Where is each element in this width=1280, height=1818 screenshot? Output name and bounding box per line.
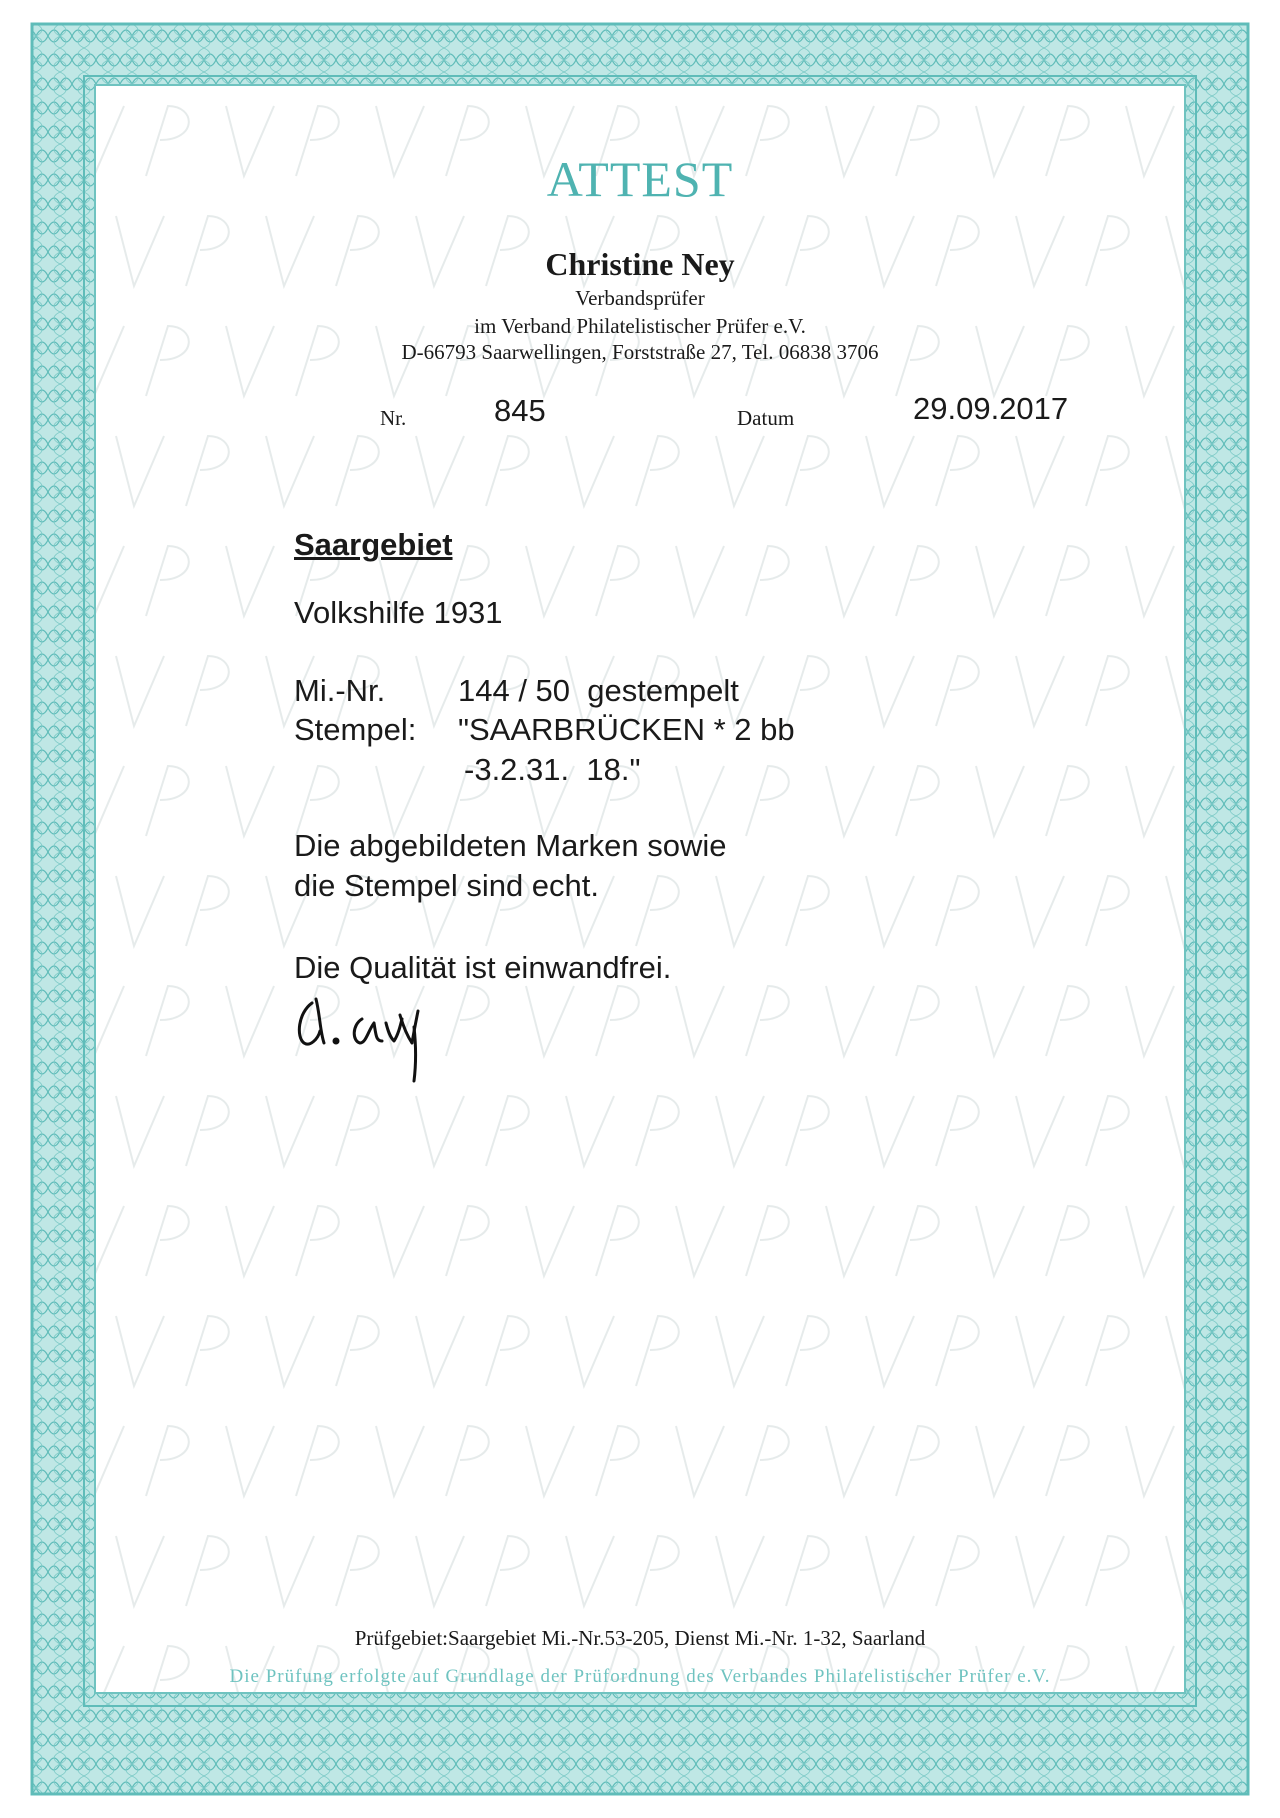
- watermark-mark: [866, 1096, 979, 1166]
- watermark-mark: [976, 1426, 1089, 1496]
- handwritten-signature: [290, 985, 470, 1085]
- watermark-mark: [1166, 876, 1184, 946]
- watermark-mark: [416, 436, 529, 506]
- watermark-mark: [116, 1316, 229, 1386]
- watermark-mark: [826, 1206, 939, 1276]
- watermark-mark: [866, 436, 979, 506]
- watermark-mark: [866, 1536, 979, 1606]
- postmark-value-line1: "SAARBRÜCKEN * 2 bb: [458, 712, 795, 747]
- watermark-mark: [826, 546, 939, 616]
- watermark-mark: [526, 1206, 639, 1276]
- watermark-mark: [976, 766, 1089, 836]
- watermark-mark: [716, 1536, 829, 1606]
- watermark-mark: [416, 1096, 529, 1166]
- watermark-mark: [676, 1426, 789, 1496]
- watermark-mark: [676, 546, 789, 616]
- examiner-name: Christine Ney: [545, 246, 735, 282]
- watermark-mark: [826, 766, 939, 836]
- watermark-mark: [376, 1426, 489, 1496]
- watermark-mark: [566, 1316, 679, 1386]
- watermark-mark: [416, 1316, 529, 1386]
- watermark-mark: [866, 656, 979, 726]
- watermark-mark: [526, 546, 639, 616]
- watermark-mark: [716, 876, 829, 946]
- watermark-mark: [226, 766, 339, 836]
- catalog-number-label: Mi.-Nr.: [294, 673, 386, 708]
- watermark-mark: [826, 986, 939, 1056]
- watermark-mark: [96, 986, 189, 1056]
- watermark-mark: [866, 876, 979, 946]
- watermark-mark: [1126, 766, 1184, 836]
- watermark-mark: [1166, 1536, 1184, 1606]
- examination-basis: Die Prüfung erfolgte auf Grundlage der Prüfordnung des Verbandes Philatelistischer Prüfer e.V.: [229, 1666, 1051, 1687]
- watermark-mark: [266, 1096, 379, 1166]
- watermark-mark: [266, 1536, 379, 1606]
- watermark-mark: [96, 766, 189, 836]
- watermark-mark: [866, 1316, 979, 1386]
- watermark-mark: [566, 1536, 679, 1606]
- watermark-mark: [116, 876, 229, 946]
- watermark-mark: [566, 436, 679, 506]
- number-label: Nr.: [380, 406, 407, 430]
- watermark-mark: [116, 1536, 229, 1606]
- examination-scope: Prüfgebiet:Saargebiet Mi.-Nr.53-205, Dienst Mi.-Nr. 1-32, Saarland: [354, 1626, 926, 1650]
- watermark-mark: [1126, 986, 1184, 1056]
- watermark-mark: [1016, 1316, 1129, 1386]
- watermark-mark: [376, 1206, 489, 1276]
- watermark-mark: [1126, 546, 1184, 616]
- postmark-label: Stempel:: [294, 712, 417, 747]
- examiner-address: D-66793 Saarwellingen, Forststraße 27, Tel. 06838 3706: [401, 340, 879, 364]
- watermark-mark: [826, 1426, 939, 1496]
- watermark-mark: [96, 546, 189, 616]
- watermark-mark: [96, 1426, 189, 1496]
- watermark-mark: [116, 436, 229, 506]
- quality-statement: Die Qualität ist einwandfrei.: [294, 950, 672, 985]
- watermark-mark: [226, 1206, 339, 1276]
- watermark-mark: [976, 546, 1089, 616]
- watermark-mark: [96, 1206, 189, 1276]
- watermark-mark: [1166, 1096, 1184, 1166]
- number-value: 845: [494, 393, 546, 428]
- watermark-mark: [1166, 436, 1184, 506]
- country-heading: Saargebiet: [294, 527, 453, 562]
- watermark-mark: [1016, 656, 1129, 726]
- watermark-mark: [1126, 1426, 1184, 1496]
- watermark-mark: [526, 986, 639, 1056]
- date-label: Datum: [737, 406, 795, 430]
- watermark-mark: [1016, 1096, 1129, 1166]
- examiner-role: Verbandsprüfer: [575, 286, 705, 310]
- catalog-number-value: 144 / 50 gestempelt: [458, 673, 739, 708]
- watermark-mark: [526, 1426, 639, 1496]
- certificate-title: ATTEST: [546, 151, 734, 207]
- watermark-mark: [226, 1426, 339, 1496]
- issue-name: Volkshilfe 1931: [294, 595, 503, 630]
- examiner-association: im Verband Philatelistischer Prüfer e.V.: [474, 314, 806, 338]
- date-value: 29.09.2017: [913, 391, 1069, 426]
- watermark-mark: [416, 1536, 529, 1606]
- watermark-mark: [716, 436, 829, 506]
- postmark-value-line2: -3.2.31. 18.": [464, 752, 641, 787]
- watermark-mark: [566, 1096, 679, 1166]
- watermark-mark: [676, 1206, 789, 1276]
- watermark-mark: [976, 986, 1089, 1056]
- watermark-mark: [676, 986, 789, 1056]
- watermark-mark: [1016, 1536, 1129, 1606]
- watermark-mark: [266, 436, 379, 506]
- watermark-mark: [716, 1316, 829, 1386]
- watermark-mark: [116, 1096, 229, 1166]
- watermark-mark: [1016, 436, 1129, 506]
- watermark-mark: [266, 1316, 379, 1386]
- watermark-mark: [1166, 656, 1184, 726]
- authenticity-statement-line2: die Stempel sind echt.: [294, 868, 600, 903]
- watermark-mark: [116, 656, 229, 726]
- watermark-mark: [976, 1206, 1089, 1276]
- watermark-mark: [1126, 1206, 1184, 1276]
- watermark-mark: [716, 1096, 829, 1166]
- watermark-mark: [676, 766, 789, 836]
- watermark-mark: [1016, 876, 1129, 946]
- authenticity-statement-line1: Die abgebildeten Marken sowie: [294, 828, 727, 863]
- watermark-mark: [1166, 1316, 1184, 1386]
